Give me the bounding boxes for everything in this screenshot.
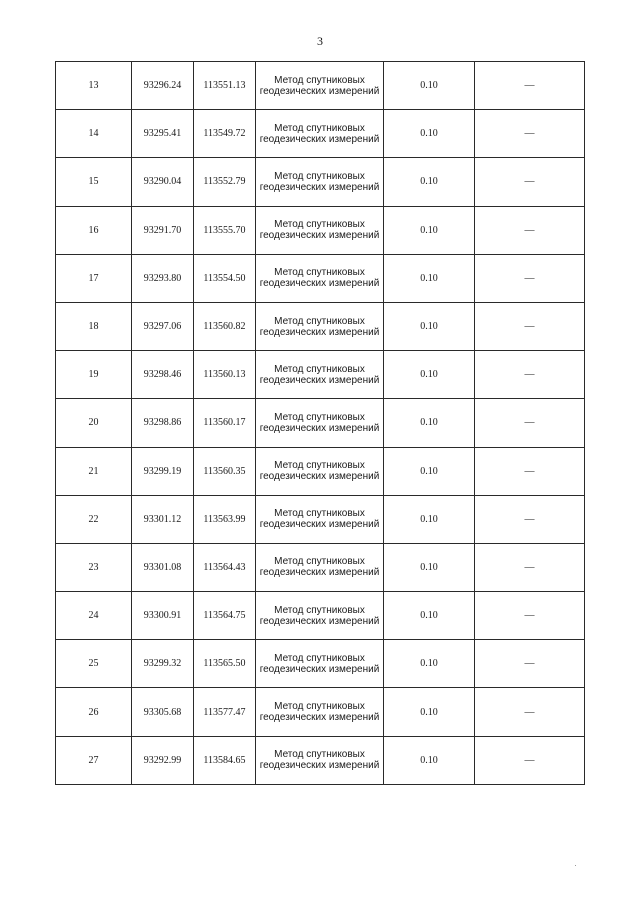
table-row (56, 736, 585, 784)
method-line-1: Метод спутниковых (274, 170, 365, 182)
point-number-cell: 19 (56, 351, 132, 399)
method-line-2: геодезических измерений (259, 278, 380, 290)
x-coordinate-cell: 93298.86 (132, 399, 194, 447)
y-coordinate-cell: 113549.72 (194, 110, 256, 158)
y-coordinate-cell: 113577.47 (194, 688, 256, 736)
description-cell: — (475, 688, 585, 736)
point-number-cell: 27 (56, 736, 132, 784)
method-line-1: Метод спутниковых (274, 219, 365, 231)
method-cell (256, 302, 384, 350)
table-row (56, 640, 585, 688)
method-line-1: Метод спутниковых (274, 701, 365, 713)
method-line-1: Метод спутниковых (274, 411, 365, 423)
method-line-2: геодезических измерений (259, 422, 380, 434)
method-line-2: геодезических измерений (259, 760, 380, 772)
y-coordinate-cell: 113564.43 (194, 543, 256, 591)
point-number-cell: 15 (56, 158, 132, 206)
method-line-2: геодезических измерений (259, 615, 380, 627)
y-coordinate-cell: 113560.17 (194, 399, 256, 447)
method-line-2: геодезических измерений (259, 663, 380, 675)
point-number-cell: 24 (56, 592, 132, 640)
description-cell: — (475, 399, 585, 447)
y-coordinate-cell: 113565.50 (194, 640, 256, 688)
table-row (56, 110, 585, 158)
accuracy-cell: 0.10 (384, 110, 475, 158)
x-coordinate-cell: 93305.68 (132, 688, 194, 736)
x-coordinate-cell: 93296.24 (132, 62, 194, 110)
point-number-cell: 20 (56, 399, 132, 447)
method-line-2: геодезических измерений (259, 712, 380, 724)
point-number-cell: 26 (56, 688, 132, 736)
y-coordinate-cell: 113555.70 (194, 206, 256, 254)
x-coordinate-cell: 93297.06 (132, 302, 194, 350)
method-line-2: геодезических измерений (259, 326, 380, 338)
method-line-2: геодезических измерений (259, 85, 380, 97)
method-line-1: Метод спутниковых (274, 604, 365, 616)
method-line-2: геодезических измерений (259, 471, 380, 483)
accuracy-cell: 0.10 (384, 351, 475, 399)
description-cell: — (475, 592, 585, 640)
accuracy-cell: 0.10 (384, 736, 475, 784)
point-number-cell: 16 (56, 206, 132, 254)
coordinates-table (55, 61, 585, 785)
accuracy-cell: 0.10 (384, 688, 475, 736)
table-row (56, 158, 585, 206)
accuracy-cell: 0.10 (384, 302, 475, 350)
x-coordinate-cell: 93301.08 (132, 543, 194, 591)
x-coordinate-cell: 93300.91 (132, 592, 194, 640)
table-row (56, 62, 585, 110)
point-number-cell: 25 (56, 640, 132, 688)
table-row (56, 206, 585, 254)
description-cell: — (475, 254, 585, 302)
method-line-1: Метод спутниковых (274, 267, 365, 279)
y-coordinate-cell: 113563.99 (194, 495, 256, 543)
method-cell (256, 688, 384, 736)
table-row (56, 302, 585, 350)
page-number: 3 (317, 34, 323, 48)
point-number-cell: 22 (56, 495, 132, 543)
accuracy-cell: 0.10 (384, 592, 475, 640)
method-line-2: геодезических измерений (259, 133, 380, 145)
x-coordinate-cell: 93298.46 (132, 351, 194, 399)
description-cell: — (475, 206, 585, 254)
table-row (56, 399, 585, 447)
x-coordinate-cell: 93293.80 (132, 254, 194, 302)
method-line-1: Метод спутниковых (274, 749, 365, 761)
point-number-cell: 21 (56, 447, 132, 495)
method-cell (256, 110, 384, 158)
table-row (56, 447, 585, 495)
method-line-1: Метод спутниковых (274, 556, 365, 568)
method-line-2: геодезических измерений (259, 567, 380, 579)
method-line-2: геодезических измерений (259, 374, 380, 386)
method-line-1: Метод спутниковых (274, 122, 365, 134)
accuracy-cell: 0.10 (384, 62, 475, 110)
method-line-2: геодезических измерений (259, 181, 380, 193)
y-coordinate-cell: 113564.75 (194, 592, 256, 640)
x-coordinate-cell: 93299.19 (132, 447, 194, 495)
accuracy-cell: 0.10 (384, 254, 475, 302)
point-number-cell: 17 (56, 254, 132, 302)
x-coordinate-cell: 93290.04 (132, 158, 194, 206)
table-row (56, 254, 585, 302)
scan-speck (575, 865, 576, 866)
point-number-cell: 13 (56, 62, 132, 110)
y-coordinate-cell: 113560.13 (194, 351, 256, 399)
method-line-1: Метод спутниковых (274, 363, 365, 375)
y-coordinate-cell: 113552.79 (194, 158, 256, 206)
description-cell: — (475, 158, 585, 206)
y-coordinate-cell: 113554.50 (194, 254, 256, 302)
y-coordinate-cell: 113551.13 (194, 62, 256, 110)
method-cell (256, 447, 384, 495)
method-cell (256, 592, 384, 640)
point-number-cell: 23 (56, 543, 132, 591)
method-cell (256, 254, 384, 302)
description-cell: — (475, 736, 585, 784)
accuracy-cell: 0.10 (384, 495, 475, 543)
method-line-1: Метод спутниковых (274, 74, 365, 86)
method-line-2: геодезических измерений (259, 519, 380, 531)
accuracy-cell: 0.10 (384, 447, 475, 495)
y-coordinate-cell: 113560.82 (194, 302, 256, 350)
x-coordinate-cell: 93301.12 (132, 495, 194, 543)
method-cell (256, 543, 384, 591)
table-row (56, 543, 585, 591)
accuracy-cell: 0.10 (384, 158, 475, 206)
y-coordinate-cell: 113560.35 (194, 447, 256, 495)
method-line-2: геодезических измерений (259, 230, 380, 242)
accuracy-cell: 0.10 (384, 206, 475, 254)
point-number-cell: 14 (56, 110, 132, 158)
table-row (56, 495, 585, 543)
method-line-1: Метод спутниковых (274, 315, 365, 327)
x-coordinate-cell: 93295.41 (132, 110, 194, 158)
method-cell (256, 158, 384, 206)
method-line-1: Метод спутниковых (274, 508, 365, 520)
table-row (56, 688, 585, 736)
description-cell: — (475, 495, 585, 543)
method-cell (256, 62, 384, 110)
method-line-1: Метод спутниковых (274, 460, 365, 472)
description-cell: — (475, 640, 585, 688)
coordinates-table-body (56, 62, 585, 785)
method-cell (256, 399, 384, 447)
method-cell (256, 351, 384, 399)
x-coordinate-cell: 93292.99 (132, 736, 194, 784)
y-coordinate-cell: 113584.65 (194, 736, 256, 784)
method-cell (256, 640, 384, 688)
accuracy-cell: 0.10 (384, 543, 475, 591)
description-cell: — (475, 351, 585, 399)
method-cell (256, 206, 384, 254)
description-cell: — (475, 302, 585, 350)
accuracy-cell: 0.10 (384, 399, 475, 447)
table-row (56, 351, 585, 399)
x-coordinate-cell: 93291.70 (132, 206, 194, 254)
description-cell: — (475, 447, 585, 495)
description-cell: — (475, 62, 585, 110)
description-cell: — (475, 110, 585, 158)
point-number-cell: 18 (56, 302, 132, 350)
method-line-1: Метод спутниковых (274, 652, 365, 664)
method-cell (256, 495, 384, 543)
description-cell: — (475, 543, 585, 591)
table-row (56, 592, 585, 640)
accuracy-cell: 0.10 (384, 640, 475, 688)
method-cell (256, 736, 384, 784)
x-coordinate-cell: 93299.32 (132, 640, 194, 688)
